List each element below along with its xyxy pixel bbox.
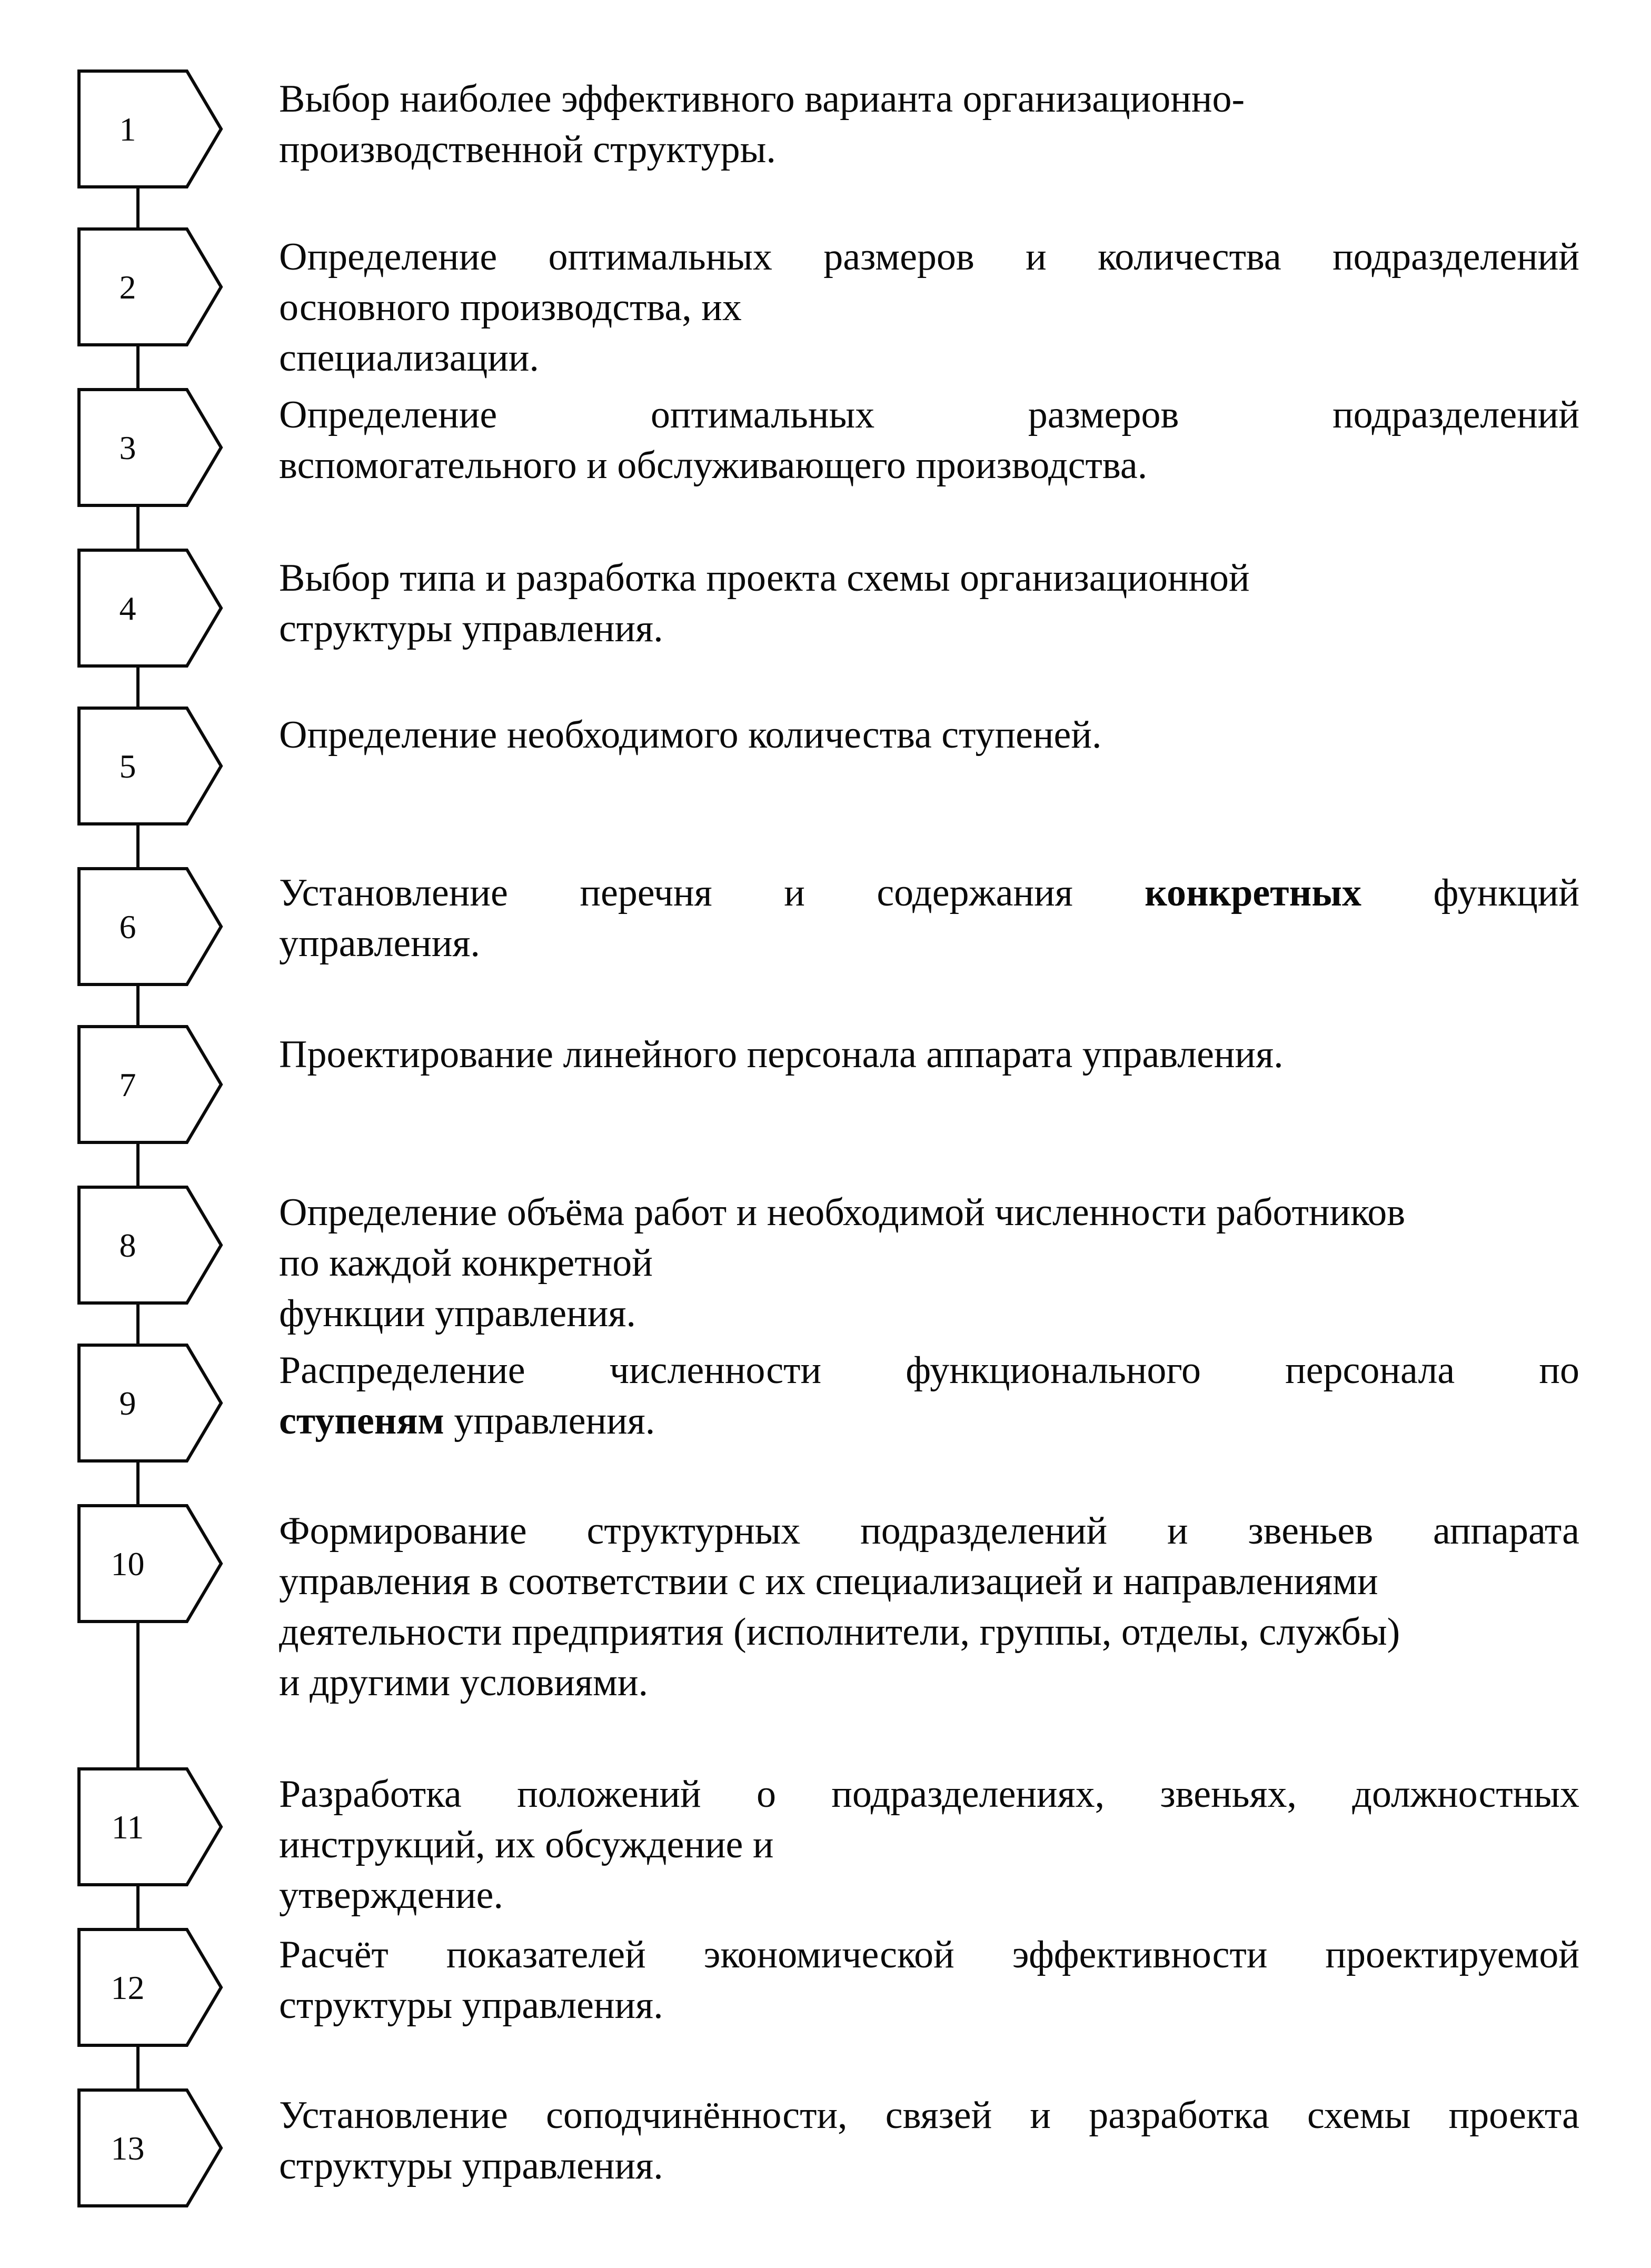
text-run: Формирование структурных подразделений и звеньев аппарата [279,1509,1579,1553]
text-run: деятельности предприятия (исполнители, группы, отделы, службы) [279,1610,1400,1654]
step-marker-9 [79,1345,221,1461]
description-line [279,282,1579,333]
description-line [279,1345,1579,1396]
text-run: специализации. [279,336,539,380]
pentagon-shape [79,71,221,187]
text-run: Определение оптимальных размеров и количества подразделений [279,235,1579,278]
text-run: функций [1361,871,1579,914]
text-run: Расчёт показателей экономической эффективности проектируемой [279,1933,1579,1976]
pentagon-shape [79,2090,221,2206]
step-description-13 [279,2090,1579,2191]
text-run: Проектирование линейного персонала аппарата управления. [279,1033,1284,1076]
description-line [279,1187,1579,1238]
description-line [279,1819,1579,1870]
pentagon-shape [79,390,221,505]
step-number: 8 [119,1227,136,1264]
description-line [279,1238,1579,1288]
step-marker-5 [79,708,221,824]
step-description-3 [279,390,1579,491]
description-line [279,440,1579,491]
step-markers [79,71,221,2206]
text-run: Установление перечня и содержания [279,871,1145,914]
step-marker-8 [79,1187,221,1303]
step-number: 10 [111,1545,145,1583]
text-run: инструкций, их обсуждение и [279,1823,774,1866]
description-line [279,1769,1579,1819]
text-run: основного производства, их [279,286,742,329]
text-run: Определение объёма работ и необходимой численности работников [279,1191,1406,1234]
description-line [279,918,1579,969]
step-number: 13 [111,2130,145,2167]
step-marker-3 [79,390,221,505]
step-description-5 [279,710,1579,760]
description-line [279,390,1579,440]
description-line [279,333,1579,383]
step-description-12 [279,1929,1579,2031]
text-run: структуры управления. [279,2144,663,2187]
text-run: Установление соподчинённости, связей и разработка схемы проекта [279,2094,1579,2137]
pentagon-shape [79,1187,221,1303]
step-description-8 [279,1187,1579,1339]
step-description-6 [279,868,1579,969]
description-line [279,868,1579,918]
pentagon-shape [79,869,221,984]
step-number: 5 [119,748,136,785]
text-run: структуры управления. [279,1984,663,2027]
step-number: 2 [119,268,136,306]
step-description-1 [279,74,1579,175]
description-line [279,232,1579,282]
step-marker-7 [79,1027,221,1142]
text-run: Определение оптимальных размеров подразделений [279,393,1579,436]
step-description-7 [279,1029,1579,1080]
step-number: 12 [111,1969,145,2006]
text-run: управления. [444,1399,655,1443]
text-run: Распределение численности функционального персонала по [279,1349,1579,1392]
description-line [279,1607,1579,1657]
text-run: производственной структуры. [279,128,776,171]
step-description-9 [279,1345,1579,1446]
step-marker-6 [79,869,221,984]
step-marker-12 [79,1929,221,2045]
text-run: вспомогательного и обслуживающего производства. [279,444,1148,487]
text-run: Разработка положений о подразделениях, звеньях, должностных [279,1773,1579,1816]
description-line [279,553,1579,603]
pentagon-shape [79,708,221,824]
description-line [279,2090,1579,2141]
step-number: 7 [119,1066,136,1103]
description-line [279,1870,1579,1921]
pentagon-shape [79,229,221,345]
step-number: 4 [119,590,136,627]
step-marker-1 [79,71,221,187]
text-run: по каждой конкретной [279,1241,653,1285]
step-number: 6 [119,908,136,946]
description-line [279,603,1579,654]
step-description-4 [279,553,1579,654]
step-number: 3 [119,429,136,466]
description-line [279,74,1579,124]
step-number: 9 [119,1385,136,1422]
step-number: 1 [119,111,136,148]
step-number: 11 [111,1808,144,1846]
description-line [279,1506,1579,1556]
pentagon-shape [79,1506,221,1622]
step-marker-13 [79,2090,221,2206]
step-description-11 [279,1769,1579,1921]
text-run: Выбор типа и разработка проекта схемы организационной [279,556,1250,600]
description-line [279,710,1579,760]
pentagon-shape [79,550,221,666]
text-run: утверждение. [279,1874,503,1917]
text-run: структуры управления. [279,607,663,650]
text-run: Определение необходимого количества ступеней. [279,713,1102,757]
pentagon-shape [79,1345,221,1461]
step-marker-10 [79,1506,221,1622]
text-run: управления. [279,922,480,965]
text-run: Выбор наиболее эффективного варианта организационно- [279,77,1245,121]
step-marker-11 [79,1769,221,1885]
pentagon-shape [79,1769,221,1885]
step-description-2 [279,232,1579,383]
description-line [279,1288,1579,1339]
description-line [279,1929,1579,1980]
description-line [279,1657,1579,1708]
text-run: управления в соответствии с их специализацией и направлениями [279,1560,1378,1603]
description-line [279,124,1579,175]
emphasis-text: конкретных [1145,871,1361,914]
pentagon-shape [79,1929,221,2045]
description-line [279,1556,1579,1607]
text-run: функции управления. [279,1292,636,1335]
step-marker-4 [79,550,221,666]
step-marker-2 [79,229,221,345]
description-line [279,1029,1579,1080]
emphasis-text: ступеням [279,1399,444,1443]
pentagon-shape [79,1027,221,1142]
description-line [279,1980,1579,2031]
step-description-10 [279,1506,1579,1708]
text-run: и другими условиями. [279,1661,648,1704]
description-line [279,2141,1579,2191]
description-line [279,1396,1579,1446]
